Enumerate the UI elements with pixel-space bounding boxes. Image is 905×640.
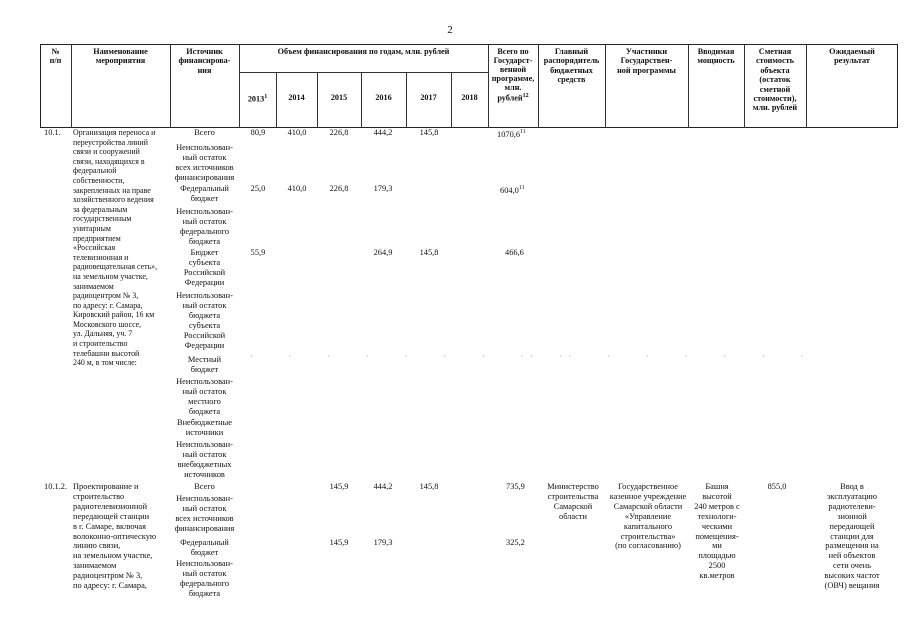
row1-regional-2016: 264,9 <box>373 248 393 257</box>
row1-source-local: Местный бюджет <box>187 355 222 374</box>
row1-total-2016: 444,2 <box>373 128 393 137</box>
header-manager: Главный распорядитель бюджетных средств <box>543 47 600 85</box>
row1-source-unused-local: Неиспользован- ный остаток местного бюджета <box>176 377 233 416</box>
row2-capacity: Башня высотой 240 метров с технологи- ческими помещения- ми площадью 2500 кв.метров <box>694 482 740 581</box>
header-capacity: Вводимая мощность <box>697 47 735 66</box>
row1-source-extra: Внебюджетные источники <box>176 418 233 437</box>
row2-source-total: Всего <box>194 482 215 491</box>
header-num: № п/п <box>49 47 62 66</box>
header-cost: Сметная стоимость объекта (остаток сметной стоимости), млн. рублей <box>752 47 798 113</box>
row2-federal-sum: 325,2 <box>506 538 525 547</box>
row2-source-unused-federal: Неиспользован- ный остаток федерального бюджета <box>176 559 233 598</box>
row1-regional-sum: 466,6 <box>505 248 524 257</box>
row1-federal-2013: 25,0 <box>250 184 266 193</box>
row1-federal-2016: 179,3 <box>373 184 393 193</box>
header-year-2018: 2018 <box>461 93 478 102</box>
row1-federal-2015: 226,8 <box>329 184 349 193</box>
row1-source-regional: Бюджет субъекта Российской Федерации <box>183 248 226 287</box>
row2-total-sum: 735,9 <box>506 482 525 491</box>
row1-federal-2014: 410,0 <box>287 184 307 193</box>
scan-artifacts: ········ <box>530 352 840 361</box>
row1-num: 10.1. <box>44 128 61 137</box>
row2-num: 10.1.2. <box>44 482 68 491</box>
header-year-2016: 2016 <box>375 93 392 102</box>
row2-result: Ввод в эксплуатацию радиотелеви- зионной передающей станции для размещения на ней объектов сети очень высоких частот (ОВЧ) вещания <box>824 482 880 591</box>
header-volume: Объем финансирования по годам, млн. рублей <box>277 47 450 56</box>
header-source: Источник финансирова- ния <box>178 47 231 75</box>
row2-participants: Государственное казенное учреждение Самарской области «Управление капитального строительства» (по согласованию) <box>609 482 687 551</box>
row2-source-unused-all: Неиспользован- ный остаток всех источников финансирования <box>174 494 235 533</box>
row1-source-unused-extra: Неиспользован- ный остаток внебюджетных источников <box>176 440 233 479</box>
row1-total-sum: 1070,6$^{11}$ <box>497 129 526 139</box>
row1-source-unused-regional: Неиспользован- ный остаток бюджета субъекта Российской Федерации <box>176 291 233 350</box>
row1-total-2017: 145,8 <box>419 128 439 137</box>
header-total: Всего по Государст- венной программе, млн. рублей$^{12}$ <box>491 47 535 103</box>
row2-source-federal: Федеральный бюджет <box>180 538 229 557</box>
page-number: 2 <box>447 24 453 36</box>
row1-regional-2013: 55,9 <box>250 248 266 257</box>
row1-source-unused-all: Неиспользован- ный остаток всех источников финансирования <box>174 143 235 182</box>
header-year-2015: 2015 <box>330 93 348 102</box>
row2-total-2015: 145,9 <box>329 482 349 491</box>
row1-total-2014: 410,0 <box>287 128 307 137</box>
row1-regional-2017: 145,8 <box>419 248 439 257</box>
row1-total-2013: 80,9 <box>250 128 266 137</box>
row1-federal-sum: 604,0$^{11}$ <box>500 185 525 195</box>
row1-source-total: Всего <box>194 128 215 137</box>
header-year-2017: 2017 <box>420 93 437 102</box>
row1-source-unused-federal: Неиспользован- ный остаток федерального бюджета <box>176 207 233 246</box>
row2-manager: Министерство строительства Самарской области <box>547 482 599 521</box>
row2-total-2016: 444,2 <box>373 482 393 491</box>
header-participants: Участники Государствен- ной программы <box>617 47 676 75</box>
row1-total-2015: 226,8 <box>329 128 349 137</box>
header-name: Наименование мероприятия <box>93 47 148 66</box>
scan-artifacts: ········· <box>250 352 598 361</box>
row1-source-federal: Федеральный бюджет <box>180 184 229 203</box>
header-year-2014: 2014 <box>288 93 305 102</box>
header-result: Ожидаемый результат <box>829 47 875 66</box>
row2-cost: 855,0 <box>767 482 787 491</box>
row2-total-2017: 145,8 <box>419 482 439 491</box>
row2-name: Проектирование и строительство радиотелевизионной передающей станции в г. Самаре, включая волоконно-оптическую линию связи, на земельном участке, занимаемом радиоцентром № 3, по адресу: г. Самара, <box>73 482 157 591</box>
row1-name: Организация переноса и переустройства линий связи и сооружений связи, находящихся в федеральной собственности, закрепленных на праве хозяйственного ведения за федеральным государственным унитарным предприятием «Российская телевизионная и радиовещательная сеть», на земельном участке, занимаемом радиоцентром № 3, по адресу: г. Самара, Кировский район, 16 км Московского шоссе, ул. Дальняя, уч. 7 и строительство телебашни высотой 240 м, в том числе: <box>73 128 158 368</box>
row2-federal-2015: 145,9 <box>329 538 349 547</box>
row2-federal-2016: 179,3 <box>373 538 393 547</box>
header-year-2013: 2013$^1$ <box>247 94 268 104</box>
